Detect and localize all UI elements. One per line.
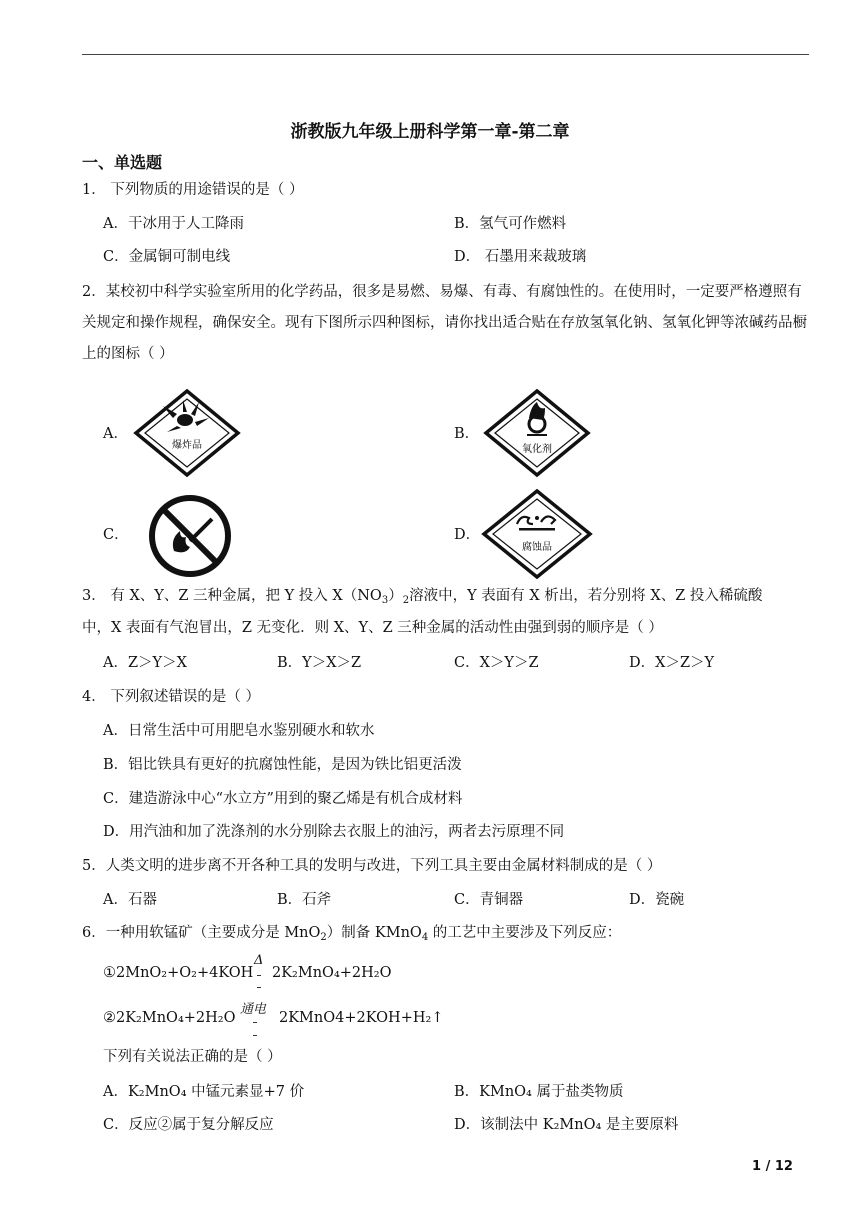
question-6-stem: 6．一种用软锰矿（主要成分是 MnO$_2$）制备 KMnO$_4$ 的工艺中主要涉及下列反应： [82,925,622,943]
question-4-stem: 4． 下列叙述错误的是（ ） [82,689,260,705]
question-1-option-b[interactable]: B．氢气可作燃料 [454,216,567,232]
document-title: 浙教版九年级上册科学第一章-第二章 [290,122,570,142]
question-2-option-c[interactable]: C． [103,527,129,543]
corrosive-sign-label: 腐蚀品 [522,542,552,553]
reaction-2-right: 2KMnO4+2KOH+H₂↑ [279,1010,444,1026]
explosive-sign-icon [133,388,241,478]
question-2-option-b[interactable]: B． [454,426,480,442]
page-number: 1 / 12 [752,1159,793,1174]
explosive-sign-label: 爆炸品 [172,440,202,451]
reaction-1-arrow [257,987,261,988]
question-4-option-b[interactable]: B．铝比铁具有更好的抗腐蚀性能，是因为铁比铝更活泼 [103,757,462,773]
question-3-option-a[interactable]: A．Z＞Y＞X [103,655,187,671]
question-3-option-b[interactable]: B．Y＞X＞Z [277,655,362,671]
reaction-2-left: ②2K₂MnO₄+2H₂O [103,1010,236,1026]
question-3-stem-line-2: 中，X 表面有气泡冒出，Z 无变化．则 X、Y、Z 三种金属的活动性由强到弱的顺序是（ ） [82,620,663,636]
reaction-2-arrow [253,1035,257,1036]
question-1-option-a[interactable]: A．干冰用于人工降雨 [103,216,244,232]
question-3-option-c[interactable]: C．X＞Y＞Z [454,655,539,671]
question-5-option-b[interactable]: B．石斧 [277,892,332,908]
question-2-option-a[interactable]: A． [103,426,128,442]
reaction-1-condition: Δ [254,953,264,968]
question-3-stem-line-1: 3． 有 X、Y、Z 三种金属，把 Y 投入 $X(NO_3)_2$溶液中，Y 表面有 X 析出，若分别将 X、Z 投入稀硫酸 [82,588,763,606]
reaction-2-condition: 通电 [240,1002,267,1017]
corrosive-sign-icon [481,488,593,580]
question-1-stem: 1． 下列物质的用途错误的是（ ） [82,182,304,198]
question-3-option-d[interactable]: D．X＞Z＞Y [629,655,715,671]
no-fire-sign-icon [140,493,240,579]
question-6-ask: 下列有关说法正确的是（ ） [103,1049,282,1065]
reaction-1-left: ①2MnO₂+O₂+4KOH [103,965,254,981]
question-2-stem: 2．某校初中科学实验室所用的化学药品，很多是易燃、易爆、有毒、有腐蚀性的。在使用时，一定要严格遵照有关规定和操作规程，确保安全。现有下图所示四种图标，请你找出适合贴在存放氢氧化钠、氢氧化钾等浓碱药品橱上的图标（ ） [82,284,807,362]
question-6-option-a[interactable]: A．K₂MnO₄ 中锰元素显+7 价 [103,1084,305,1100]
reaction-1-right: 2K₂MnO₄+2H₂O [272,965,392,981]
question-6-option-c[interactable]: C．反应②属于复分解反应 [103,1117,274,1133]
question-1-option-c[interactable]: C．金属铜可制电线 [103,249,231,265]
reaction-1-arrow [257,975,261,976]
question-1-option-d[interactable]: D． 石墨用来裁玻璃 [454,249,587,265]
question-4-option-a[interactable]: A．日常生活中可用肥皂水鉴别硬水和软水 [103,723,375,739]
question-5-option-a[interactable]: A．石器 [103,892,157,908]
oxidizer-sign-icon [483,388,591,478]
question-4-option-c[interactable]: C．建造游泳中心“水立方”用到的聚乙烯是有机合成材料 [103,791,463,807]
reaction-2-arrow [253,1022,257,1023]
header-rule [82,54,809,55]
oxidizer-sign-label: 氧化剂 [522,444,552,455]
question-2-option-d[interactable]: D． [454,527,481,543]
question-4-option-d[interactable]: D．用汽油和加了洗涤剂的水分别除去衣服上的油污，两者去污原理不同 [103,824,565,840]
question-5-option-d[interactable]: D．瓷碗 [629,892,685,908]
question-5-option-c[interactable]: C．青铜器 [454,892,524,908]
question-6-option-d[interactable]: D．该制法中 K₂MnO₄ 是主要原料 [454,1117,679,1133]
section-heading: 一、单选题 [82,153,163,172]
question-5-stem: 5．人类文明的进步离不开各种工具的发明与改进，下列工具主要由金属材料制成的是（ ） [82,858,662,874]
question-6-option-b[interactable]: B．KMnO₄ 属于盐类物质 [454,1084,624,1100]
